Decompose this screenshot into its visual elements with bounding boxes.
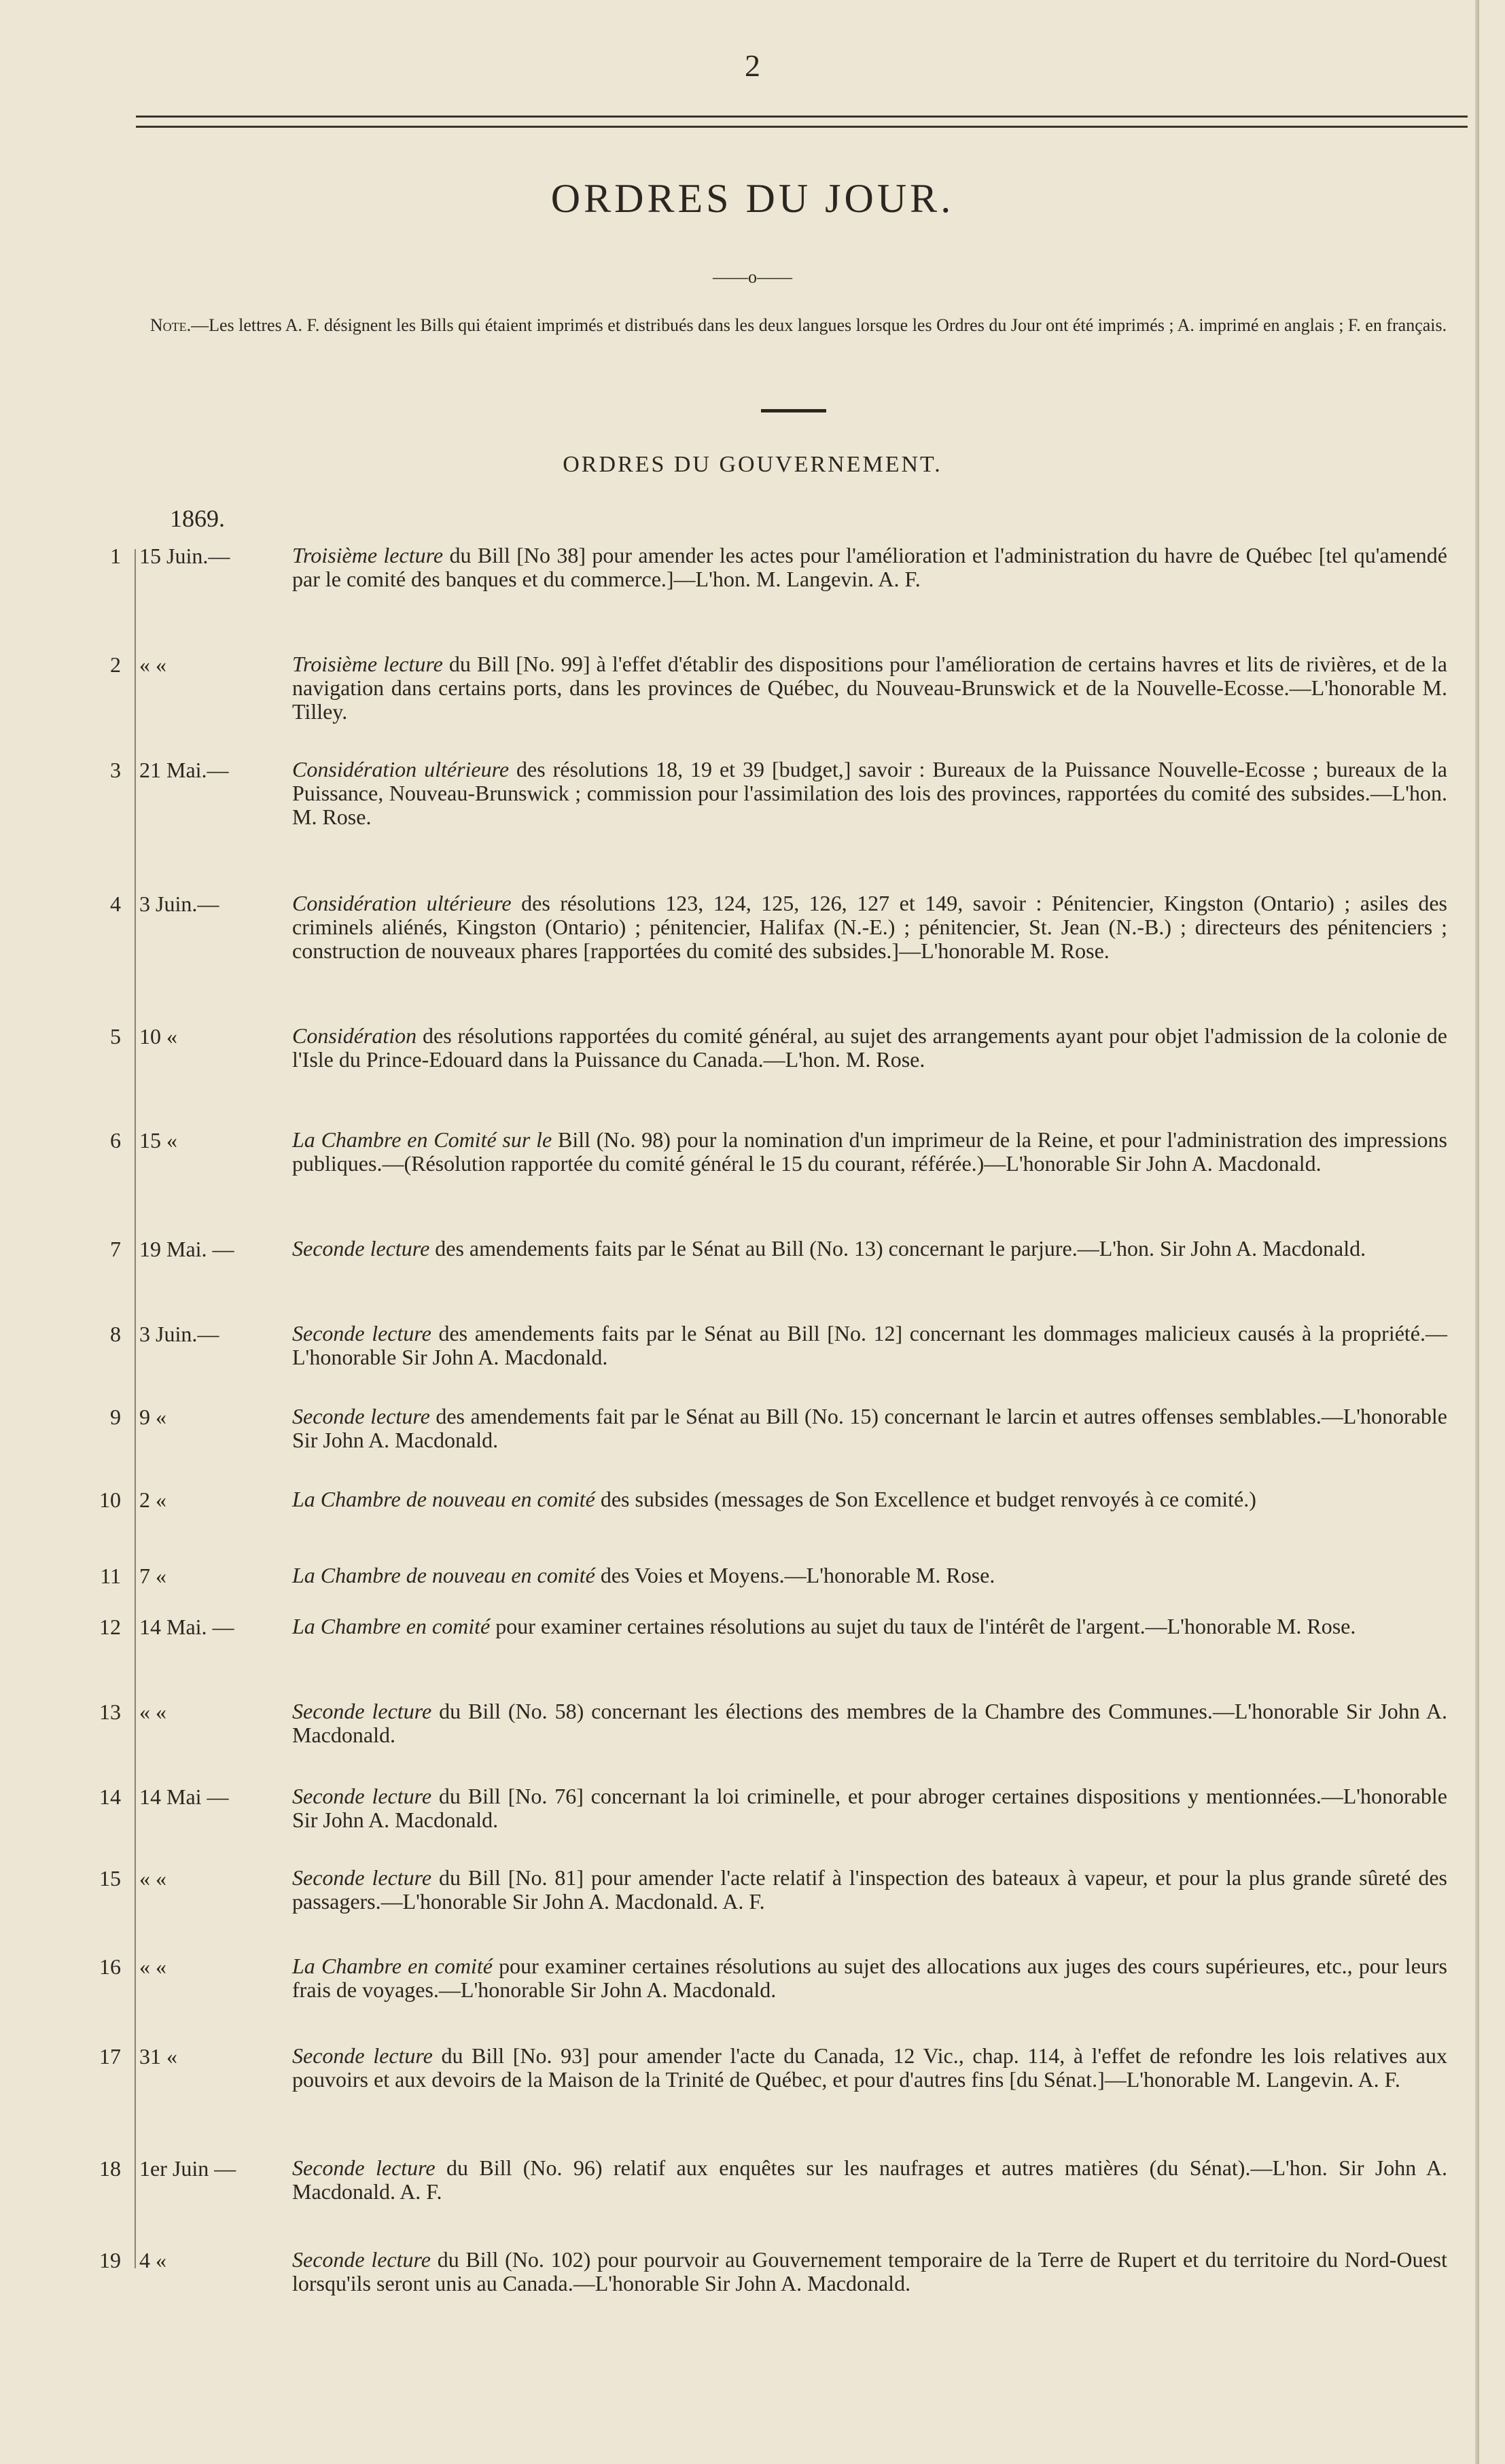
order-body: des résolutions 18, 19 et 39 [budget,] savoir : Bureaux de la Puissance Nouvelle-Ecosse ; bureaux de la Puissance, Nouveau-Brunswick ; commission pour l'assimilation des lois des provinces, rapportées du comité des subsides.—L'hon. M. Rose. xyxy=(292,757,1448,829)
order-text xyxy=(292,1564,1447,1587)
order-body: pour examiner certaines résolutions au sujet du taux de l'intérêt de l'argent.—L'honorable M. Rose. xyxy=(490,1614,1356,1638)
order-item xyxy=(0,652,1505,758)
header-double-rule xyxy=(136,116,1468,128)
order-text xyxy=(292,1615,1447,1638)
order-date: 15 « xyxy=(139,1128,177,1152)
order-item xyxy=(0,1615,1505,1700)
order-body: des amendements faits par le Sénat au Bill [No. 12] concernant les dommages malicieux causés à la propriété.—L'honorable Sir John A. Macdonald. xyxy=(292,1321,1448,1369)
order-text xyxy=(292,1954,1447,2002)
order-date: « « xyxy=(139,1700,166,1724)
order-number: 2 xyxy=(110,652,121,677)
order-number: 13 xyxy=(99,1700,121,1724)
order-lead: La Chambre en comité xyxy=(292,1954,493,1978)
order-date: 7 « xyxy=(139,1564,166,1588)
order-lead: La Chambre de nouveau en comité xyxy=(292,1487,595,1511)
order-lead: Seconde lecture xyxy=(292,1699,432,1723)
order-item xyxy=(0,2248,1505,2357)
order-number: 19 xyxy=(99,2248,121,2272)
order-date: 3 Juin.— xyxy=(139,1322,219,1346)
order-lead: Seconde lecture xyxy=(292,1784,432,1808)
order-item xyxy=(0,1866,1505,1954)
order-number: 3 xyxy=(110,758,121,782)
order-lead: Troisième lecture xyxy=(292,543,444,567)
order-date: 1er Juin — xyxy=(139,2156,236,2181)
order-lead: Seconde lecture xyxy=(292,1321,431,1345)
order-text xyxy=(292,1322,1447,1369)
order-item xyxy=(0,1024,1505,1128)
order-date: 21 Mai.— xyxy=(139,758,229,782)
order-item xyxy=(0,758,1505,892)
order-date: 19 Mai. — xyxy=(139,1237,234,1261)
order-body: des subsides (messages de Son Excellence et budget renvoyés à ce comité.) xyxy=(595,1487,1256,1511)
order-lead: Seconde lecture xyxy=(292,2043,433,2068)
order-text xyxy=(292,1128,1447,1176)
order-date: 4 « xyxy=(139,2248,166,2272)
order-text xyxy=(292,2044,1447,2092)
orders-list xyxy=(0,544,1505,2357)
note-paragraph xyxy=(136,314,1461,337)
order-date: « « xyxy=(139,1954,166,1979)
order-number: 16 xyxy=(99,1954,121,1979)
order-body: du Bill (No. 96) relatif aux enquêtes sur les naufrages et autres matières (du Sénat).—L'hon. Sir John A. Macdonald. A. F. xyxy=(292,2155,1448,2204)
order-text xyxy=(292,1784,1447,1832)
order-lead: Considération ultérieure xyxy=(292,891,512,915)
order-item xyxy=(0,1237,1505,1322)
order-text xyxy=(292,758,1447,829)
order-lead: La Chambre de nouveau en comité xyxy=(292,1563,595,1587)
order-item xyxy=(0,2044,1505,2156)
order-item xyxy=(0,2156,1505,2248)
order-body: des amendements fait par le Sénat au Bill (No. 15) concernant le larcin et autres offenses semblables.—L'honorable Sir John A. Macdonald. xyxy=(292,1404,1448,1452)
order-item xyxy=(0,1700,1505,1784)
order-item xyxy=(0,1784,1505,1866)
order-text xyxy=(292,1700,1447,1747)
order-number: 12 xyxy=(99,1615,121,1639)
order-text xyxy=(292,1024,1447,1072)
order-text xyxy=(292,2156,1447,2204)
order-text xyxy=(292,544,1447,591)
order-body: du Bill [No. 76] concernant la loi criminelle, et pour abroger certaines dispositions y mentionnées.—L'honorable Sir John A. Macdonald. xyxy=(292,1784,1447,1832)
order-body: des Voies et Moyens.—L'honorable M. Rose. xyxy=(595,1563,995,1587)
order-date: « « xyxy=(139,652,166,677)
order-number: 8 xyxy=(110,1322,121,1346)
order-number: 4 xyxy=(110,892,121,916)
order-text xyxy=(292,1405,1447,1452)
order-date: « « xyxy=(139,1866,166,1890)
order-text xyxy=(292,1237,1447,1261)
page-number: 2 xyxy=(745,48,760,83)
order-lead: Considération xyxy=(292,1023,417,1048)
order-item xyxy=(0,1954,1505,2044)
order-text xyxy=(292,892,1447,963)
order-body: des résolutions rapportées du comité général, au sujet des arrangements ayant pour objet l'admission de la colonie de l'Isle du Prince-Edouard dans la Puissance du Canada.—L'hon. M. Rose. xyxy=(292,1023,1447,1072)
ornament-divider: ——o—— xyxy=(713,267,792,287)
order-lead: Seconde lecture xyxy=(292,1236,430,1261)
order-item xyxy=(0,892,1505,1024)
order-lead: Seconde lecture xyxy=(292,2155,436,2180)
order-number: 5 xyxy=(110,1024,121,1049)
order-date: 31 « xyxy=(139,2044,177,2069)
order-lead: Troisième lecture xyxy=(292,652,443,676)
order-item xyxy=(0,1322,1505,1405)
note-label: Note. xyxy=(149,315,192,335)
order-body: Bill (No. 98) pour la nomination d'un imprimeur de la Reine, et pour l'administration des impressions publiques.—(Résolution rapportée du comité général le 15 du courant, référée.)—L'honorable Sir John A. Macdonald. xyxy=(292,1127,1448,1176)
order-text xyxy=(292,1866,1447,1914)
order-body: des résolutions 123, 124, 125, 126, 127 et 149, savoir : Pénitencier, Kingston (Ontario) ; asiles des criminels aliénés, Kingston (Ontario) ; pénitencier, Halifax (N.-E.) ; pénitencier, St. Jean (N.-B.) ; directeurs des pénitenciers ; construction de nouveaux phares [rapportées du comité des subsides.]—L'honorable M. Rose. xyxy=(292,891,1448,963)
order-number: 10 xyxy=(99,1488,121,1512)
order-body: pour examiner certaines résolutions au sujet des allocations aux juges des cours supérieures, etc., pour leurs frais de voyages.—L'honorable Sir John A. Macdonald. xyxy=(292,1954,1448,2002)
order-number: 11 xyxy=(100,1564,121,1588)
order-number: 9 xyxy=(110,1405,121,1429)
order-lead: Seconde lecture xyxy=(292,2247,431,2272)
order-lead: Seconde lecture xyxy=(292,1865,432,1890)
order-lead: La Chambre en Comité sur le xyxy=(292,1127,552,1152)
order-body: du Bill [No. 99] à l'effet d'établir des dispositions pour l'amélioration de certains havres et lits de rivières, et de la navigation dans certains ports, dans les provinces de Québec, du Nouveau-Brunswick et de la Nouvelle-Ecosse.—L'honorable M. Tilley. xyxy=(292,652,1448,724)
order-number: 1 xyxy=(110,544,121,568)
order-number: 6 xyxy=(110,1128,121,1152)
order-body: du Bill (No. 58) concernant les élections des membres de la Chambre des Communes.—L'honorable Sir John A. Macdonald. xyxy=(292,1699,1448,1747)
order-text xyxy=(292,2248,1447,2295)
order-item xyxy=(0,1488,1505,1564)
order-body: du Bill [No 38] pour amender les actes pour l'amélioration et l'administration du havre de Québec [tel qu'amendé par le comité des banques et du commerce.]—L'hon. M. Langevin. A. F. xyxy=(292,543,1448,591)
order-date: 14 Mai. — xyxy=(139,1615,234,1639)
note-text: —Les lettres A. F. désignent les Bills qui étaient imprimés et distribués dans les deux langues lorsque les Ordres du Jour ont été imprimés ; A. imprimé en anglais ; F. en français. xyxy=(191,315,1447,335)
order-body: du Bill (No. 102) pour pourvoir au Gouvernement temporaire de la Terre de Rupert et du territoire du Nord-Ouest lorsqu'ils seront unis au Canada.—L'honorable Sir John A. Macdonald. xyxy=(292,2247,1448,2295)
order-item xyxy=(0,1564,1505,1615)
order-lead: Considération ultérieure xyxy=(292,757,510,781)
order-lead: La Chambre en comité xyxy=(292,1614,491,1638)
order-date: 14 Mai — xyxy=(139,1784,229,1809)
order-lead: Seconde lecture xyxy=(292,1404,430,1428)
section-title: ORDRES DU GOUVERNEMENT. xyxy=(563,452,942,477)
order-item xyxy=(0,544,1505,652)
order-body: du Bill [No. 93] pour amender l'acte du Canada, 12 Vic., chap. 114, à l'effet de refondre les lois relatives aux pouvoirs et aux devoirs de la Maison de la Trinité de Québec, et pour d'autres fins [du Sénat.]—L'honorable M. Langevin. A. F. xyxy=(292,2043,1448,2092)
order-text xyxy=(292,652,1447,724)
order-number: 17 xyxy=(99,2044,121,2069)
order-number: 15 xyxy=(99,1866,121,1890)
section-rule xyxy=(761,409,826,412)
order-number: 14 xyxy=(99,1784,121,1809)
order-body: du Bill [No. 81] pour amender l'acte relatif à l'inspection des bateaux à vapeur, et pour la plus grande sûreté des passagers.—L'honorable Sir John A. Macdonald. A. F. xyxy=(292,1865,1448,1914)
year-label: 1869. xyxy=(170,505,225,532)
order-item xyxy=(0,1405,1505,1488)
order-text xyxy=(292,1488,1447,1511)
order-date: 10 « xyxy=(139,1024,177,1049)
order-body: des amendements faits par le Sénat au Bill (No. 13) concernant le parjure.—L'hon. Sir John A. Macdonald. xyxy=(429,1236,1366,1261)
order-date: 15 Juin.— xyxy=(139,544,230,568)
order-item xyxy=(0,1128,1505,1237)
order-date: 2 « xyxy=(139,1488,166,1512)
order-date: 9 « xyxy=(139,1405,166,1429)
page-title: ORDRES DU JOUR. xyxy=(550,176,955,221)
order-number: 18 xyxy=(99,2156,121,2181)
order-date: 3 Juin.— xyxy=(139,892,219,916)
order-number: 7 xyxy=(110,1237,121,1261)
